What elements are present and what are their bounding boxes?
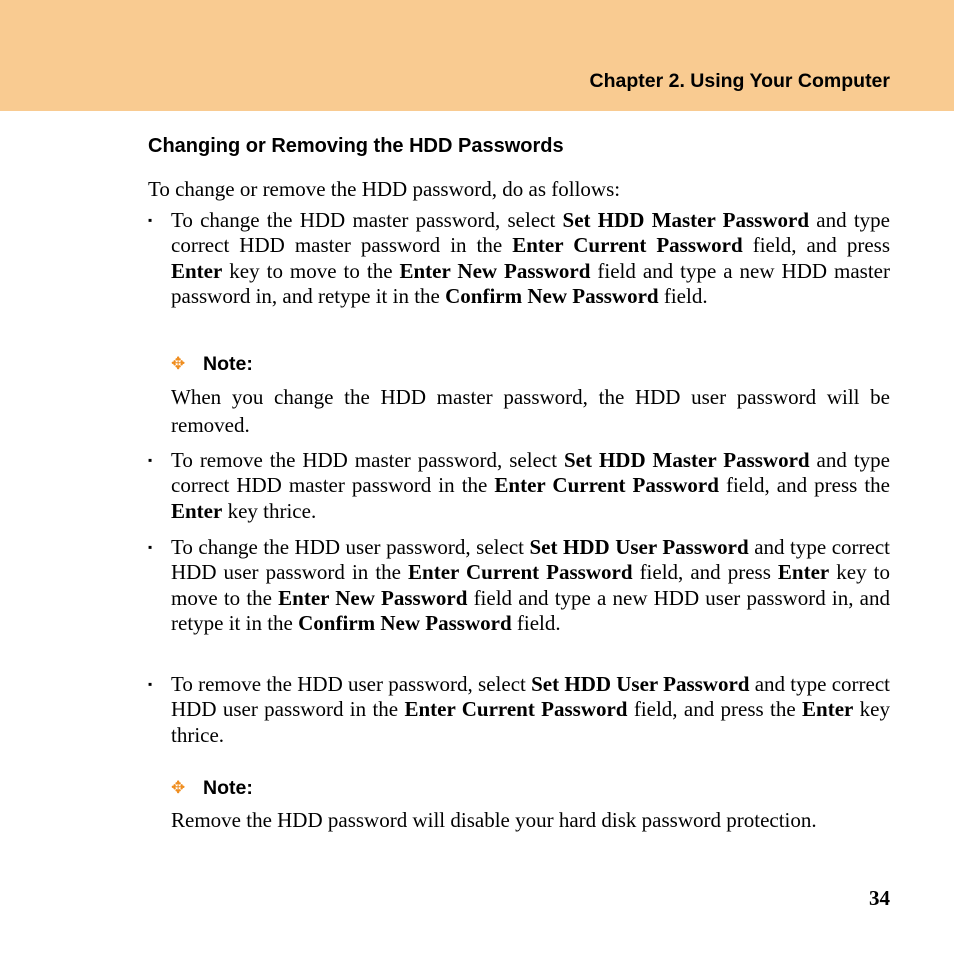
note-label: Note: (203, 353, 253, 375)
note-header (171, 353, 890, 379)
text-run: field, and press the (627, 697, 803, 722)
text-run: key thrice. (222, 498, 317, 523)
bullet-item-change-master (148, 208, 890, 309)
note-disable-protection (171, 777, 890, 833)
bold-term: Enter New Password (399, 258, 591, 283)
bold-term: Enter Current Password (512, 233, 743, 258)
bold-term: Enter New Password (278, 585, 468, 610)
note-label: Note: (203, 777, 253, 799)
bold-term: Enter (171, 498, 223, 523)
bullet-text (171, 448, 890, 524)
bullet-item-remove-user (148, 672, 890, 748)
section-heading: Changing or Removing the HDD Passwords (148, 135, 564, 157)
bold-term: Set HDD User Password (531, 672, 750, 696)
text-run: field and type a new HDD user password in, and retype it in the (171, 585, 890, 635)
bold-term: Set HDD User Password (529, 535, 749, 559)
text-run: key thrice. (171, 697, 890, 747)
text-run: and type correct HDD user password in the (171, 672, 890, 722)
text-run: key to move to the (171, 560, 890, 610)
note-header (171, 777, 890, 803)
bold-term: Enter (171, 258, 223, 283)
bullet-text (171, 672, 890, 748)
bold-term: Enter Current Password (494, 473, 719, 498)
bold-term: Enter (802, 697, 854, 722)
bullet-marker: ▪ (148, 677, 153, 691)
bullet-item-remove-master (148, 448, 890, 524)
bullet-text (171, 535, 890, 636)
note-text: When you change the HDD master password, the HDD user password will be removed. (171, 385, 890, 437)
text-run: field, and press the (718, 473, 890, 498)
text-run: To change the HDD master password, select (171, 208, 563, 232)
text-run: To remove the HDD master password, select (171, 448, 564, 472)
bold-term: Confirm New Password (445, 283, 659, 308)
intro-paragraph: To change or remove the HDD password, do as follows: (148, 177, 621, 201)
bullet-marker: ▪ (148, 453, 153, 467)
sparkle-icon: ✥ (171, 354, 186, 374)
text-run: and type correct HDD master password in the (171, 448, 890, 498)
text-run: field. (658, 283, 708, 308)
bullet-item-change-user (148, 535, 890, 636)
text-run: field, and press (742, 233, 890, 258)
bold-term: Set HDD Master Password (564, 448, 810, 472)
bold-term: Enter (777, 560, 830, 585)
text-run: and type correct HDD master password in the (171, 208, 890, 258)
header-band (0, 0, 954, 111)
sparkle-icon: ✥ (171, 778, 186, 798)
text-run: key to move to the (222, 258, 400, 283)
bold-term: Enter Current Password (404, 697, 628, 722)
text-run: To remove the HDD user password, select (171, 672, 532, 696)
page-number: 34 (869, 886, 890, 910)
chapter-title: Chapter 2. Using Your Computer (589, 70, 890, 92)
bullet-marker: ▪ (148, 540, 153, 554)
text-run: To change the HDD user password, select (171, 535, 530, 559)
bullet-text (171, 208, 890, 309)
text-run: field, and press (632, 560, 778, 585)
text-run: and type correct HDD user password in the (171, 535, 890, 585)
text-run: field. (511, 610, 561, 635)
note-text: Remove the HDD password will disable your hard disk password protection. (171, 808, 817, 832)
text-run: field and type a new HDD master password in, and retype it in the (171, 258, 890, 308)
bold-term: Set HDD Master Password (562, 208, 810, 232)
bold-term: Confirm New Password (298, 610, 512, 635)
bold-term: Enter Current Password (408, 560, 633, 585)
note-master-removal (171, 353, 890, 439)
bullet-marker: ▪ (148, 213, 153, 227)
